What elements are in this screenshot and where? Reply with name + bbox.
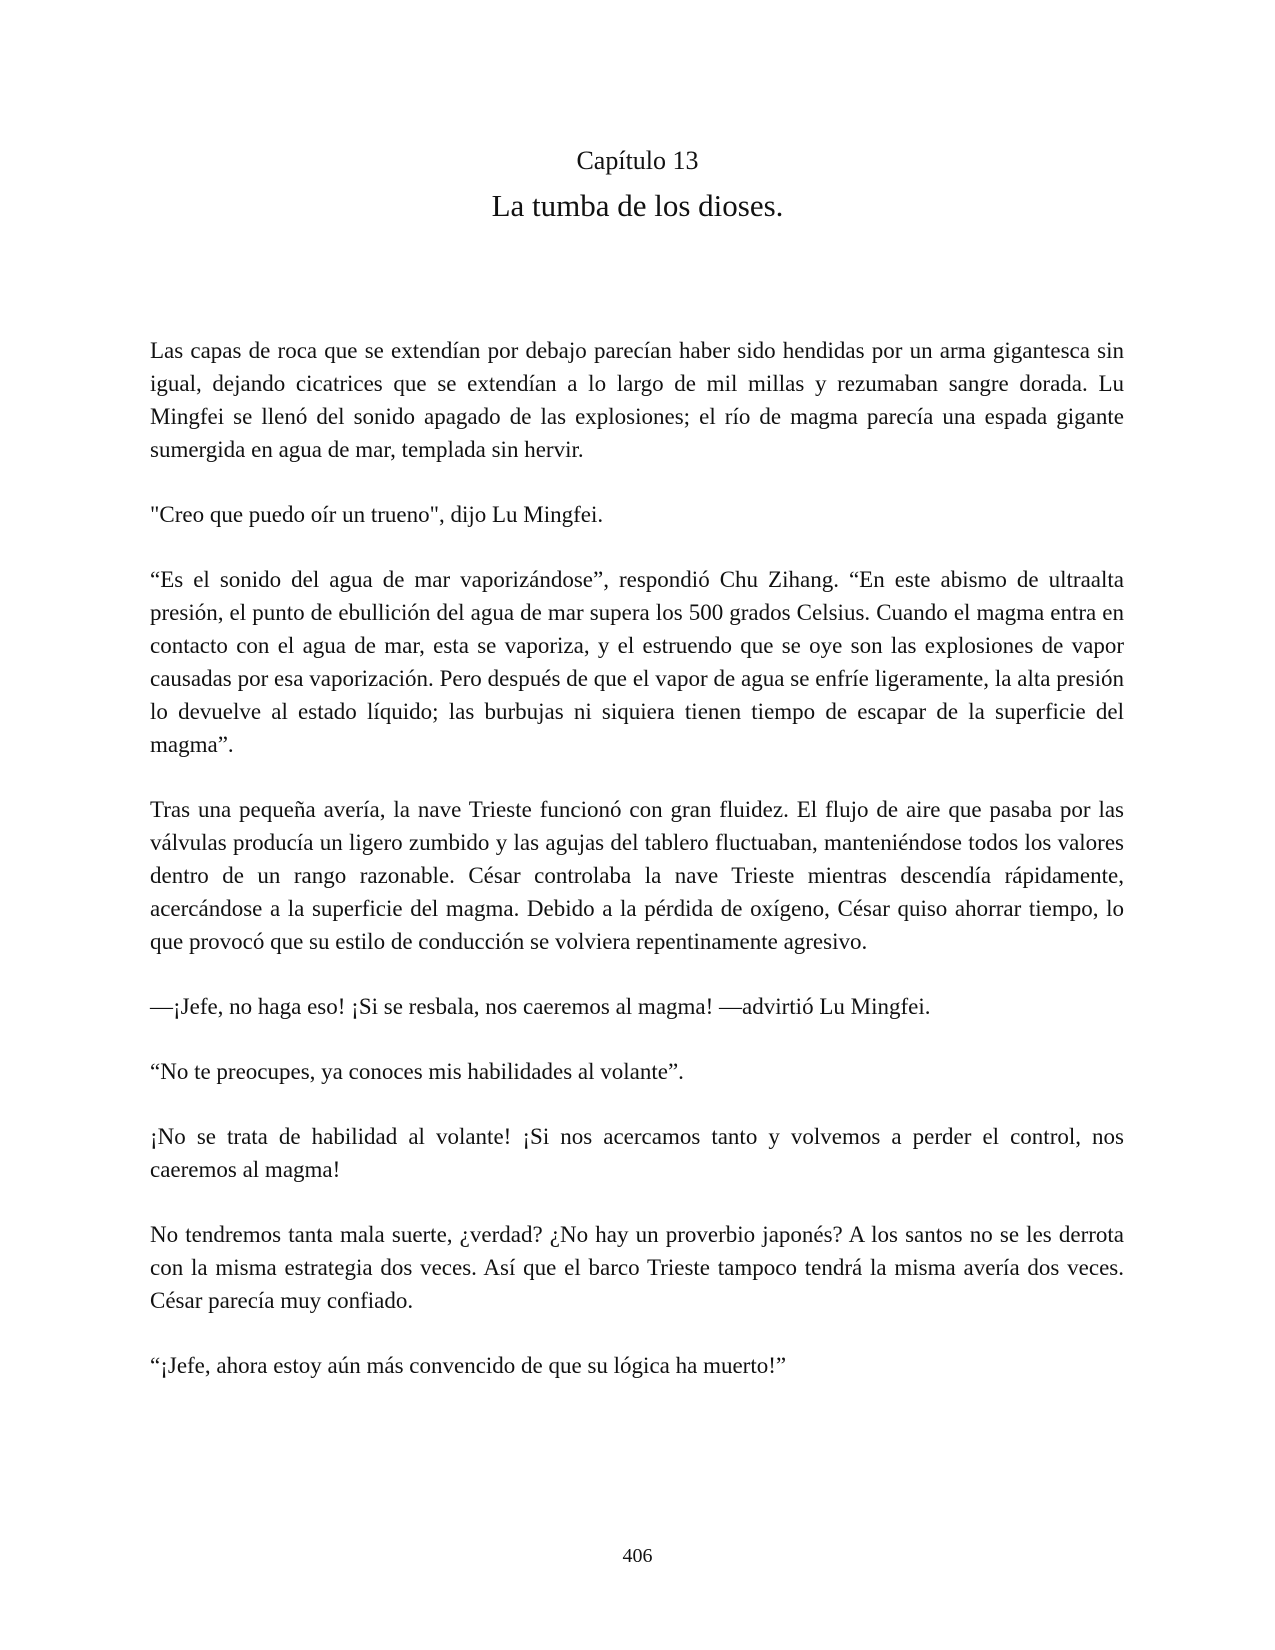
- paragraph: "Creo que puedo oír un trueno", dijo Lu Mingfei.: [150, 502, 604, 527]
- paragraph: “¡Jefe, ahora estoy aún más convencido de que su lógica ha muerto!”: [150, 1353, 787, 1378]
- chapter-label: Capítulo 13: [576, 146, 699, 175]
- paragraph: “Es el sonido del agua de mar vaporizándose”, respondió Chu Zihang. “En este abismo de ultraalta presión, el punto de ebullición del agua de mar supera los 500 grados Celsius. Cuando el magma entra en contacto con el agua de mar, esta se vaporiza, y el estruendo que se oye son las explosiones de vapor causadas por esa vaporización. Pero después de que el vapor de agua se enfríe ligeramente, la alta presión lo devuelve al estado líquido; las burbujas ni siquiera tienen tiempo de escapar de la superficie del magma”.: [150, 567, 1124, 757]
- chapter-title: La tumba de los dioses.: [491, 188, 784, 223]
- paragraph: ¡No se trata de habilidad al volante! ¡Si nos acercamos tanto y volvemos a perder el control, nos caeremos al magma!: [150, 1124, 1124, 1182]
- paragraph: “No te preocupes, ya conoces mis habilidades al volante”.: [150, 1059, 684, 1084]
- paragraph: Tras una pequeña avería, la nave Trieste funcionó con gran fluidez. El flujo de aire que pasaba por las válvulas producía un ligero zumbido y las agujas del tablero fluctuaban, manteniéndose todos los valores dentro de un rango razonable. César controlaba la nave Trieste mientras descendía rápidamente, acercándose a la superficie del magma. Debido a la pérdida de oxígeno, César quiso ahorrar tiempo, lo que provocó que su estilo de conducción se volviera repentinamente agresivo.: [150, 797, 1124, 954]
- paragraph: —¡Jefe, no haga eso! ¡Si se resbala, nos caeremos al magma! —advirtió Lu Mingfei.: [150, 994, 931, 1019]
- paragraph: No tendremos tanta mala suerte, ¿verdad? ¿No hay un proverbio japonés? A los santos no se les derrota con la misma estrategia dos veces. Así que el barco Trieste tampoco tendrá la misma avería dos veces. César parecía muy confiado.: [150, 1222, 1124, 1313]
- paragraph: Las capas de roca que se extendían por debajo parecían haber sido hendidas por un arma gigantesca sin igual, dejando cicatrices que se extendían a lo largo de mil millas y rezumaban sangre dorada. Lu Mingfei se llenó del sonido apagado de las explosiones; el río de magma parecía una espada gigante sumergida en agua de mar, templada sin hervir.: [150, 338, 1124, 462]
- page-number: 406: [622, 1545, 653, 1567]
- body-text: [150, 334, 1124, 1414]
